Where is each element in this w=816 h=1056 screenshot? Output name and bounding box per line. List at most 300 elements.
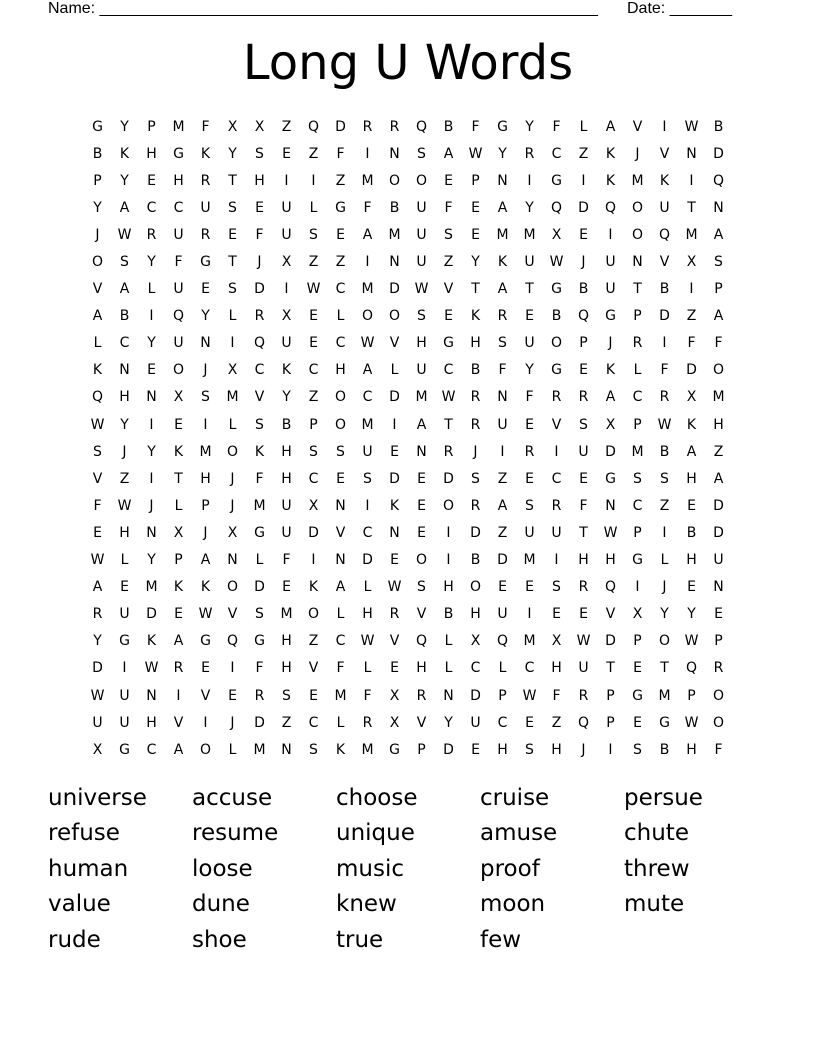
grid-cell[interactable]: V bbox=[443, 281, 454, 298]
grid-cell[interactable]: G bbox=[551, 362, 562, 379]
grid-cell[interactable]: O bbox=[658, 633, 671, 650]
grid-cell[interactable]: G bbox=[173, 145, 184, 162]
grid-cell[interactable]: I bbox=[365, 497, 370, 514]
grid-cell[interactable]: C bbox=[119, 335, 130, 352]
grid-cell[interactable]: E bbox=[282, 145, 291, 162]
grid-cell[interactable]: X bbox=[308, 497, 319, 514]
grid-cell[interactable]: C bbox=[254, 362, 265, 379]
grid-cell[interactable]: B bbox=[470, 362, 481, 379]
grid-cell[interactable]: N bbox=[497, 172, 508, 189]
grid-cell[interactable]: R bbox=[659, 389, 670, 406]
grid-cell[interactable]: K bbox=[605, 145, 616, 162]
grid-cell[interactable]: H bbox=[497, 741, 508, 758]
grid-cell[interactable]: B bbox=[713, 118, 724, 135]
grid-cell[interactable]: S bbox=[363, 470, 372, 487]
grid-cell[interactable]: L bbox=[579, 118, 588, 135]
grid-cell[interactable]: O bbox=[388, 172, 401, 189]
grid-cell[interactable]: S bbox=[417, 145, 426, 162]
grid-cell[interactable]: N bbox=[713, 579, 724, 596]
grid-cell[interactable]: O bbox=[415, 552, 428, 569]
grid-cell[interactable]: S bbox=[471, 470, 480, 487]
grid-cell[interactable]: N bbox=[605, 497, 616, 514]
grid-cell[interactable]: N bbox=[416, 443, 427, 460]
grid-cell[interactable]: F bbox=[498, 362, 507, 379]
grid-cell[interactable]: W bbox=[684, 118, 699, 135]
grid-cell[interactable]: H bbox=[200, 470, 211, 487]
grid-cell[interactable]: H bbox=[173, 172, 184, 189]
grid-cell[interactable]: R bbox=[443, 443, 454, 460]
grid-cell[interactable]: H bbox=[686, 741, 697, 758]
grid-cell[interactable]: M bbox=[199, 443, 212, 460]
grid-cell[interactable]: P bbox=[606, 714, 615, 731]
grid-cell[interactable]: A bbox=[713, 308, 724, 325]
grid-cell[interactable]: E bbox=[552, 606, 561, 623]
grid-cell[interactable]: U bbox=[281, 199, 292, 216]
grid-cell[interactable]: D bbox=[335, 118, 346, 135]
grid-cell[interactable]: W bbox=[468, 145, 483, 162]
grid-cell[interactable]: O bbox=[172, 362, 185, 379]
grid-cell[interactable]: V bbox=[416, 606, 427, 623]
grid-cell[interactable]: D bbox=[254, 579, 265, 596]
grid-cell[interactable]: Q bbox=[577, 714, 590, 731]
grid-cell[interactable]: D bbox=[497, 552, 508, 569]
grid-cell[interactable]: K bbox=[686, 416, 697, 433]
grid-cell[interactable]: R bbox=[92, 606, 103, 623]
grid-cell[interactable]: F bbox=[255, 660, 264, 677]
grid-cell[interactable]: V bbox=[659, 145, 670, 162]
grid-cell[interactable]: F bbox=[93, 497, 102, 514]
grid-cell[interactable]: U bbox=[362, 443, 373, 460]
grid-cell[interactable]: L bbox=[633, 362, 642, 379]
grid-cell[interactable]: N bbox=[497, 389, 508, 406]
grid-cell[interactable]: Q bbox=[253, 335, 266, 352]
grid-cell[interactable]: A bbox=[416, 416, 427, 433]
grid-cell[interactable]: I bbox=[203, 416, 208, 433]
grid-cell[interactable]: L bbox=[336, 714, 345, 731]
grid-cell[interactable]: M bbox=[658, 687, 671, 704]
grid-cell[interactable]: X bbox=[227, 524, 238, 541]
grid-cell[interactable]: E bbox=[228, 226, 237, 243]
grid-cell[interactable]: E bbox=[444, 308, 453, 325]
grid-cell[interactable]: D bbox=[254, 281, 265, 298]
grid-cell[interactable]: P bbox=[633, 416, 642, 433]
grid-cell[interactable]: U bbox=[416, 199, 427, 216]
grid-cell[interactable]: E bbox=[201, 281, 210, 298]
grid-cell[interactable]: R bbox=[524, 443, 535, 460]
grid-cell[interactable]: T bbox=[579, 524, 588, 541]
grid-cell[interactable]: T bbox=[471, 281, 480, 298]
grid-cell[interactable]: D bbox=[713, 524, 724, 541]
grid-cell[interactable]: S bbox=[201, 389, 210, 406]
grid-cell[interactable]: D bbox=[605, 633, 616, 650]
grid-cell[interactable]: O bbox=[442, 497, 455, 514]
grid-cell[interactable]: O bbox=[334, 416, 347, 433]
grid-cell[interactable]: G bbox=[605, 308, 616, 325]
grid-cell[interactable]: R bbox=[254, 308, 265, 325]
grid-cell[interactable]: S bbox=[93, 443, 102, 460]
grid-cell[interactable]: X bbox=[389, 687, 400, 704]
grid-cell[interactable]: M bbox=[631, 172, 644, 189]
grid-cell[interactable]: R bbox=[578, 389, 589, 406]
grid-cell[interactable]: O bbox=[226, 579, 239, 596]
grid-cell[interactable]: L bbox=[444, 633, 453, 650]
grid-cell[interactable]: T bbox=[525, 281, 534, 298]
grid-cell[interactable]: L bbox=[147, 281, 156, 298]
grid-cell[interactable]: O bbox=[712, 714, 725, 731]
grid-cell[interactable]: Z bbox=[308, 633, 319, 650]
grid-cell[interactable]: C bbox=[308, 714, 319, 731]
grid-cell[interactable]: I bbox=[608, 226, 613, 243]
grid-cell[interactable]: Q bbox=[658, 226, 671, 243]
grid-cell[interactable]: Y bbox=[660, 606, 669, 623]
grid-cell[interactable]: N bbox=[389, 524, 400, 541]
grid-cell[interactable]: G bbox=[119, 633, 130, 650]
grid-cell[interactable]: R bbox=[362, 714, 373, 731]
grid-cell[interactable]: L bbox=[363, 660, 372, 677]
grid-cell[interactable]: Q bbox=[415, 633, 428, 650]
grid-cell[interactable]: W bbox=[117, 226, 132, 243]
grid-cell[interactable]: K bbox=[173, 443, 184, 460]
grid-cell[interactable]: S bbox=[417, 579, 426, 596]
grid-cell[interactable]: N bbox=[227, 552, 238, 569]
grid-cell[interactable]: G bbox=[632, 687, 643, 704]
grid-cell[interactable]: E bbox=[147, 172, 156, 189]
grid-cell[interactable]: E bbox=[174, 416, 183, 433]
grid-cell[interactable]: O bbox=[415, 172, 428, 189]
grid-cell[interactable]: K bbox=[281, 362, 292, 379]
grid-cell[interactable]: G bbox=[119, 741, 130, 758]
grid-cell[interactable]: C bbox=[308, 362, 319, 379]
grid-cell[interactable]: D bbox=[470, 524, 481, 541]
grid-cell[interactable]: U bbox=[92, 714, 103, 731]
grid-cell[interactable]: E bbox=[471, 741, 480, 758]
grid-cell[interactable]: G bbox=[254, 524, 265, 541]
grid-cell[interactable]: J bbox=[473, 443, 478, 460]
grid-cell[interactable]: H bbox=[551, 660, 562, 677]
grid-cell[interactable]: E bbox=[579, 226, 588, 243]
grid-cell[interactable]: P bbox=[93, 172, 102, 189]
grid-cell[interactable]: W bbox=[603, 524, 618, 541]
grid-cell[interactable]: V bbox=[632, 118, 643, 135]
grid-cell[interactable]: L bbox=[93, 335, 102, 352]
grid-cell[interactable]: C bbox=[335, 335, 346, 352]
grid-cell[interactable]: A bbox=[362, 362, 373, 379]
grid-cell[interactable]: Z bbox=[335, 172, 346, 189]
grid-cell[interactable]: O bbox=[712, 687, 725, 704]
grid-cell[interactable]: Y bbox=[120, 416, 129, 433]
grid-cell[interactable]: Q bbox=[577, 308, 590, 325]
grid-cell[interactable]: R bbox=[632, 335, 643, 352]
grid-cell[interactable]: Z bbox=[443, 254, 454, 271]
grid-cell[interactable]: I bbox=[662, 335, 667, 352]
grid-cell[interactable]: I bbox=[662, 524, 667, 541]
grid-cell[interactable]: M bbox=[685, 226, 698, 243]
grid-cell[interactable]: H bbox=[470, 335, 481, 352]
grid-cell[interactable]: E bbox=[417, 524, 426, 541]
grid-cell[interactable]: H bbox=[551, 741, 562, 758]
grid-cell[interactable]: D bbox=[578, 199, 589, 216]
grid-cell[interactable]: T bbox=[228, 254, 237, 271]
grid-cell[interactable]: Y bbox=[687, 606, 696, 623]
grid-cell[interactable]: W bbox=[657, 416, 672, 433]
grid-cell[interactable]: M bbox=[361, 416, 374, 433]
grid-cell[interactable]: W bbox=[414, 281, 429, 298]
grid-cell[interactable]: B bbox=[659, 443, 670, 460]
grid-cell[interactable]: M bbox=[523, 552, 536, 569]
grid-cell[interactable]: I bbox=[230, 660, 235, 677]
grid-cell[interactable]: Y bbox=[120, 118, 129, 135]
grid-cell[interactable]: E bbox=[687, 579, 696, 596]
grid-cell[interactable]: E bbox=[147, 362, 156, 379]
grid-cell[interactable]: I bbox=[662, 118, 667, 135]
grid-cell[interactable]: K bbox=[335, 741, 346, 758]
grid-cell[interactable]: J bbox=[230, 714, 235, 731]
grid-cell[interactable]: W bbox=[387, 579, 402, 596]
grid-cell[interactable]: W bbox=[90, 416, 105, 433]
grid-cell[interactable]: U bbox=[551, 524, 562, 541]
grid-cell[interactable]: U bbox=[524, 335, 535, 352]
grid-cell[interactable]: E bbox=[174, 606, 183, 623]
grid-cell[interactable]: H bbox=[686, 470, 697, 487]
grid-cell[interactable]: I bbox=[608, 741, 613, 758]
grid-cell[interactable]: Q bbox=[91, 389, 104, 406]
grid-cell[interactable]: G bbox=[605, 470, 616, 487]
grid-cell[interactable]: Z bbox=[686, 308, 697, 325]
grid-cell[interactable]: M bbox=[415, 389, 428, 406]
grid-cell[interactable]: U bbox=[605, 281, 616, 298]
grid-cell[interactable]: E bbox=[228, 687, 237, 704]
grid-cell[interactable]: K bbox=[605, 362, 616, 379]
grid-cell[interactable]: N bbox=[146, 687, 157, 704]
grid-cell[interactable]: G bbox=[389, 741, 400, 758]
grid-cell[interactable]: J bbox=[257, 254, 262, 271]
grid-cell[interactable]: X bbox=[389, 714, 400, 731]
grid-cell[interactable]: E bbox=[525, 714, 534, 731]
grid-cell[interactable]: K bbox=[200, 579, 211, 596]
grid-cell[interactable]: F bbox=[714, 741, 723, 758]
grid-cell[interactable]: H bbox=[254, 172, 265, 189]
grid-cell[interactable]: D bbox=[92, 660, 103, 677]
grid-cell[interactable]: Q bbox=[685, 660, 698, 677]
grid-cell[interactable]: B bbox=[443, 606, 454, 623]
grid-cell[interactable]: D bbox=[308, 524, 319, 541]
grid-cell[interactable]: L bbox=[120, 552, 129, 569]
grid-cell[interactable]: L bbox=[228, 741, 237, 758]
grid-cell[interactable]: I bbox=[527, 606, 532, 623]
grid-cell[interactable]: Y bbox=[93, 199, 102, 216]
grid-cell[interactable]: I bbox=[446, 524, 451, 541]
grid-cell[interactable]: L bbox=[660, 552, 669, 569]
grid-cell[interactable]: Y bbox=[120, 172, 129, 189]
grid-cell[interactable]: J bbox=[635, 145, 640, 162]
grid-cell[interactable]: P bbox=[417, 741, 426, 758]
grid-cell[interactable]: R bbox=[200, 226, 211, 243]
grid-cell[interactable]: C bbox=[173, 199, 184, 216]
grid-cell[interactable]: P bbox=[606, 687, 615, 704]
grid-cell[interactable]: E bbox=[633, 660, 642, 677]
grid-cell[interactable]: S bbox=[309, 741, 318, 758]
grid-cell[interactable]: C bbox=[335, 281, 346, 298]
grid-cell[interactable]: I bbox=[176, 687, 181, 704]
grid-cell[interactable]: R bbox=[254, 687, 265, 704]
grid-cell[interactable]: W bbox=[441, 389, 456, 406]
grid-cell[interactable]: W bbox=[198, 606, 213, 623]
grid-cell[interactable]: E bbox=[687, 497, 696, 514]
grid-cell[interactable]: E bbox=[255, 199, 264, 216]
grid-cell[interactable]: C bbox=[551, 145, 562, 162]
grid-cell[interactable]: V bbox=[389, 633, 400, 650]
grid-cell[interactable]: P bbox=[714, 633, 723, 650]
grid-cell[interactable]: O bbox=[631, 199, 644, 216]
grid-cell[interactable]: N bbox=[200, 335, 211, 352]
grid-cell[interactable]: F bbox=[552, 687, 561, 704]
grid-cell[interactable]: J bbox=[203, 362, 208, 379]
grid-cell[interactable]: Z bbox=[308, 389, 319, 406]
grid-cell[interactable]: S bbox=[336, 443, 345, 460]
grid-cell[interactable]: S bbox=[120, 254, 129, 271]
grid-cell[interactable]: W bbox=[684, 714, 699, 731]
grid-cell[interactable]: U bbox=[416, 362, 427, 379]
grid-cell[interactable]: M bbox=[253, 497, 266, 514]
grid-cell[interactable]: E bbox=[417, 470, 426, 487]
grid-cell[interactable]: U bbox=[281, 497, 292, 514]
grid-cell[interactable]: F bbox=[201, 118, 210, 135]
grid-cell[interactable]: F bbox=[714, 335, 723, 352]
grid-cell[interactable]: S bbox=[498, 335, 507, 352]
grid-cell[interactable]: M bbox=[172, 118, 185, 135]
grid-cell[interactable]: E bbox=[309, 308, 318, 325]
grid-cell[interactable]: P bbox=[579, 335, 588, 352]
grid-cell[interactable]: V bbox=[551, 416, 562, 433]
grid-cell[interactable]: V bbox=[92, 281, 103, 298]
grid-cell[interactable]: O bbox=[226, 443, 239, 460]
grid-cell[interactable]: I bbox=[365, 254, 370, 271]
grid-cell[interactable]: E bbox=[309, 687, 318, 704]
grid-cell[interactable]: U bbox=[497, 606, 508, 623]
grid-cell[interactable]: G bbox=[497, 118, 508, 135]
grid-cell[interactable]: S bbox=[255, 145, 264, 162]
grid-cell[interactable]: Y bbox=[147, 443, 156, 460]
grid-cell[interactable]: U bbox=[119, 606, 130, 623]
grid-cell[interactable]: V bbox=[389, 335, 400, 352]
grid-cell[interactable]: D bbox=[659, 308, 670, 325]
grid-cell[interactable]: Z bbox=[119, 470, 130, 487]
grid-cell[interactable]: M bbox=[523, 633, 536, 650]
grid-cell[interactable]: S bbox=[714, 254, 723, 271]
grid-cell[interactable]: P bbox=[633, 524, 642, 541]
grid-cell[interactable]: U bbox=[497, 416, 508, 433]
grid-cell[interactable]: P bbox=[147, 118, 156, 135]
grid-cell[interactable]: E bbox=[444, 172, 453, 189]
grid-cell[interactable]: V bbox=[200, 687, 211, 704]
grid-cell[interactable]: A bbox=[92, 579, 103, 596]
grid-cell[interactable]: I bbox=[581, 172, 586, 189]
grid-cell[interactable]: B bbox=[92, 145, 103, 162]
grid-cell[interactable]: B bbox=[470, 552, 481, 569]
grid-cell[interactable]: A bbox=[173, 633, 184, 650]
grid-cell[interactable]: F bbox=[552, 118, 561, 135]
grid-cell[interactable]: Z bbox=[497, 524, 508, 541]
grid-cell[interactable]: Z bbox=[308, 254, 319, 271]
grid-cell[interactable]: U bbox=[470, 714, 481, 731]
grid-cell[interactable]: M bbox=[361, 172, 374, 189]
grid-cell[interactable]: F bbox=[363, 687, 372, 704]
grid-cell[interactable]: W bbox=[117, 497, 132, 514]
grid-cell[interactable]: C bbox=[551, 470, 562, 487]
grid-cell[interactable]: J bbox=[95, 226, 100, 243]
grid-cell[interactable]: V bbox=[308, 660, 319, 677]
grid-cell[interactable]: F bbox=[336, 660, 345, 677]
grid-cell[interactable]: J bbox=[230, 497, 235, 514]
grid-cell[interactable]: U bbox=[173, 335, 184, 352]
grid-cell[interactable]: H bbox=[146, 714, 157, 731]
grid-cell[interactable]: W bbox=[144, 660, 159, 677]
grid-cell[interactable]: F bbox=[282, 552, 291, 569]
grid-cell[interactable]: X bbox=[281, 254, 292, 271]
grid-cell[interactable]: F bbox=[444, 199, 453, 216]
grid-cell[interactable]: N bbox=[281, 741, 292, 758]
grid-cell[interactable]: R bbox=[578, 579, 589, 596]
grid-cell[interactable]: G bbox=[551, 172, 562, 189]
grid-cell[interactable]: E bbox=[390, 552, 399, 569]
grid-cell[interactable]: X bbox=[686, 254, 697, 271]
grid-cell[interactable]: M bbox=[631, 443, 644, 460]
grid-cell[interactable]: G bbox=[254, 633, 265, 650]
grid-cell[interactable]: P bbox=[309, 416, 318, 433]
grid-cell[interactable]: G bbox=[335, 199, 346, 216]
grid-cell[interactable]: E bbox=[336, 470, 345, 487]
grid-cell[interactable]: I bbox=[311, 172, 316, 189]
grid-cell[interactable]: H bbox=[443, 579, 454, 596]
grid-cell[interactable]: L bbox=[336, 308, 345, 325]
grid-cell[interactable]: E bbox=[525, 579, 534, 596]
grid-cell[interactable]: M bbox=[145, 579, 158, 596]
grid-cell[interactable]: E bbox=[309, 335, 318, 352]
grid-cell[interactable]: Z bbox=[497, 470, 508, 487]
grid-cell[interactable]: U bbox=[281, 226, 292, 243]
grid-cell[interactable]: X bbox=[227, 118, 238, 135]
grid-cell[interactable]: D bbox=[389, 389, 400, 406]
grid-cell[interactable]: Z bbox=[713, 443, 724, 460]
grid-cell[interactable]: L bbox=[336, 606, 345, 623]
grid-cell[interactable]: A bbox=[605, 389, 616, 406]
grid-cell[interactable]: I bbox=[149, 470, 154, 487]
grid-cell[interactable]: F bbox=[579, 497, 588, 514]
grid-cell[interactable]: R bbox=[200, 172, 211, 189]
grid-cell[interactable]: Y bbox=[228, 145, 237, 162]
grid-cell[interactable]: O bbox=[550, 335, 563, 352]
grid-cell[interactable]: L bbox=[498, 660, 507, 677]
grid-cell[interactable]: B bbox=[659, 281, 670, 298]
grid-cell[interactable]: Z bbox=[659, 497, 670, 514]
grid-cell[interactable]: R bbox=[524, 145, 535, 162]
grid-cell[interactable]: E bbox=[120, 579, 129, 596]
grid-cell[interactable]: R bbox=[713, 660, 724, 677]
grid-cell[interactable]: U bbox=[281, 524, 292, 541]
grid-cell[interactable]: C bbox=[146, 199, 157, 216]
grid-cell[interactable]: E bbox=[525, 416, 534, 433]
grid-cell[interactable]: K bbox=[200, 145, 211, 162]
grid-cell[interactable]: E bbox=[714, 606, 723, 623]
grid-cell[interactable]: K bbox=[470, 308, 481, 325]
grid-cell[interactable]: K bbox=[92, 362, 103, 379]
grid-cell[interactable]: U bbox=[281, 335, 292, 352]
grid-cell[interactable]: Y bbox=[498, 145, 507, 162]
grid-cell[interactable]: T bbox=[633, 281, 642, 298]
grid-cell[interactable]: B bbox=[389, 199, 400, 216]
grid-cell[interactable]: U bbox=[659, 199, 670, 216]
grid-cell[interactable]: S bbox=[228, 281, 237, 298]
